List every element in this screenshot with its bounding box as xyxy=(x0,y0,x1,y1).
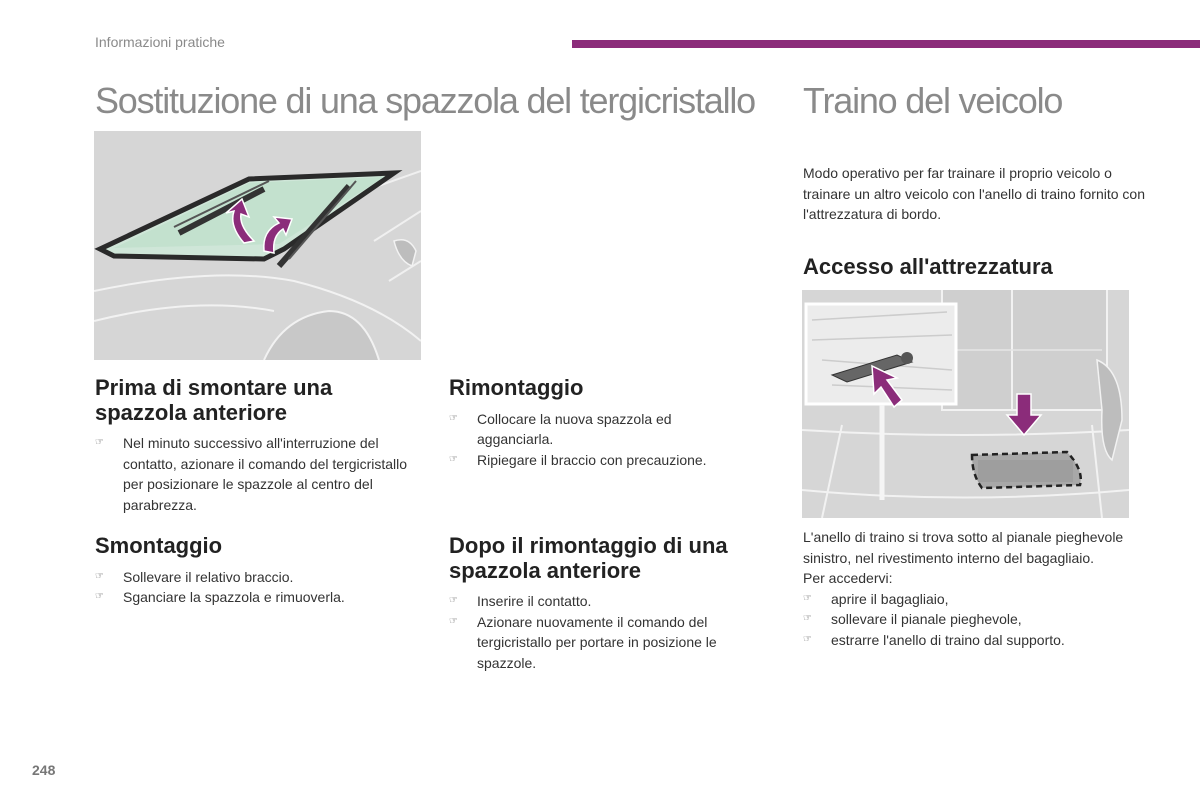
trunk-illustration xyxy=(802,290,1129,518)
section-removal xyxy=(95,534,425,608)
list-item: ☞ Azionare nuovamente il comando del tergicristallo per portare in posizione le spazzole. xyxy=(449,613,717,671)
section-before-removal xyxy=(95,376,425,515)
section-title-before-removal: Prima di smontare una spazzola anteriore xyxy=(95,375,333,425)
list-item: ☞ Sollevare il relativo braccio. xyxy=(95,567,425,588)
section-header: Informazioni pratiche xyxy=(95,34,225,50)
pointing-hand-icon: ☞ xyxy=(803,633,812,645)
access-lead: Per accedervi: xyxy=(803,570,893,586)
list-item: ☞ estrarre l'anello di traino dal supporto. xyxy=(803,630,1143,651)
right-page-title: Traino del veicolo xyxy=(803,80,1063,121)
page-number: 248 xyxy=(32,762,56,778)
section-title-after-refit: Dopo il rimontaggio di una spazzola anteriore xyxy=(449,533,728,583)
windscreen-wiper-illustration-icon xyxy=(94,131,421,360)
section-refit xyxy=(449,376,749,470)
pointing-hand-icon: ☞ xyxy=(803,592,812,604)
trunk-towing-ring-illustration-icon xyxy=(802,290,1129,518)
header-accent-bar xyxy=(572,40,1200,48)
list-item: ☞ Inserire il contatto. xyxy=(449,591,749,612)
list-item: ☞ Collocare la nuova spazzola ed agganciarla. xyxy=(449,410,672,448)
towing-intro: Modo operativo per far trainare il proprio veicolo o trainare un altro veicolo con l'anello di traino fornito con l'attrezzatura di bordo. xyxy=(803,165,1145,222)
pointing-hand-icon: ☞ xyxy=(95,570,104,582)
section-title-removal: Smontaggio xyxy=(95,533,223,558)
wiper-illustration xyxy=(94,131,421,360)
pointing-hand-icon: ☞ xyxy=(449,595,458,607)
list-item: ☞ Ripiegare il braccio con precauzione. xyxy=(449,450,739,471)
pointing-hand-icon: ☞ xyxy=(95,437,104,449)
section-title-access: Accesso all'attrezzatura xyxy=(803,254,1053,279)
pointing-hand-icon: ☞ xyxy=(449,615,458,627)
pointing-hand-icon: ☞ xyxy=(95,591,104,603)
access-body: L'anello di traino si trova sotto al pianale pieghevole sinistro, nel rivestimento interno del bagagliaio. xyxy=(803,529,1124,566)
list-item: ☞ aprire il bagagliaio, xyxy=(803,589,1143,610)
section-after-refit xyxy=(449,534,769,673)
pointing-hand-icon: ☞ xyxy=(803,613,812,624)
list-item: ☞ sollevare il pianale pieghevole, xyxy=(803,609,1143,630)
access-instructions xyxy=(803,527,1143,650)
section-title-refit: Rimontaggio xyxy=(449,375,584,400)
left-page-title: Sostituzione di una spazzola del tergicristallo xyxy=(95,80,755,121)
list-item: ☞ Sganciare la spazzola e rimuoverla. xyxy=(95,587,425,608)
list-item: ☞ Nel minuto successivo all'interruzione del contatto, azionare il comando del tergicristallo per posizionare le spazzole al centro del parabrezza. xyxy=(95,435,408,513)
pointing-hand-icon: ☞ xyxy=(449,453,458,465)
pointing-hand-icon: ☞ xyxy=(449,412,458,424)
